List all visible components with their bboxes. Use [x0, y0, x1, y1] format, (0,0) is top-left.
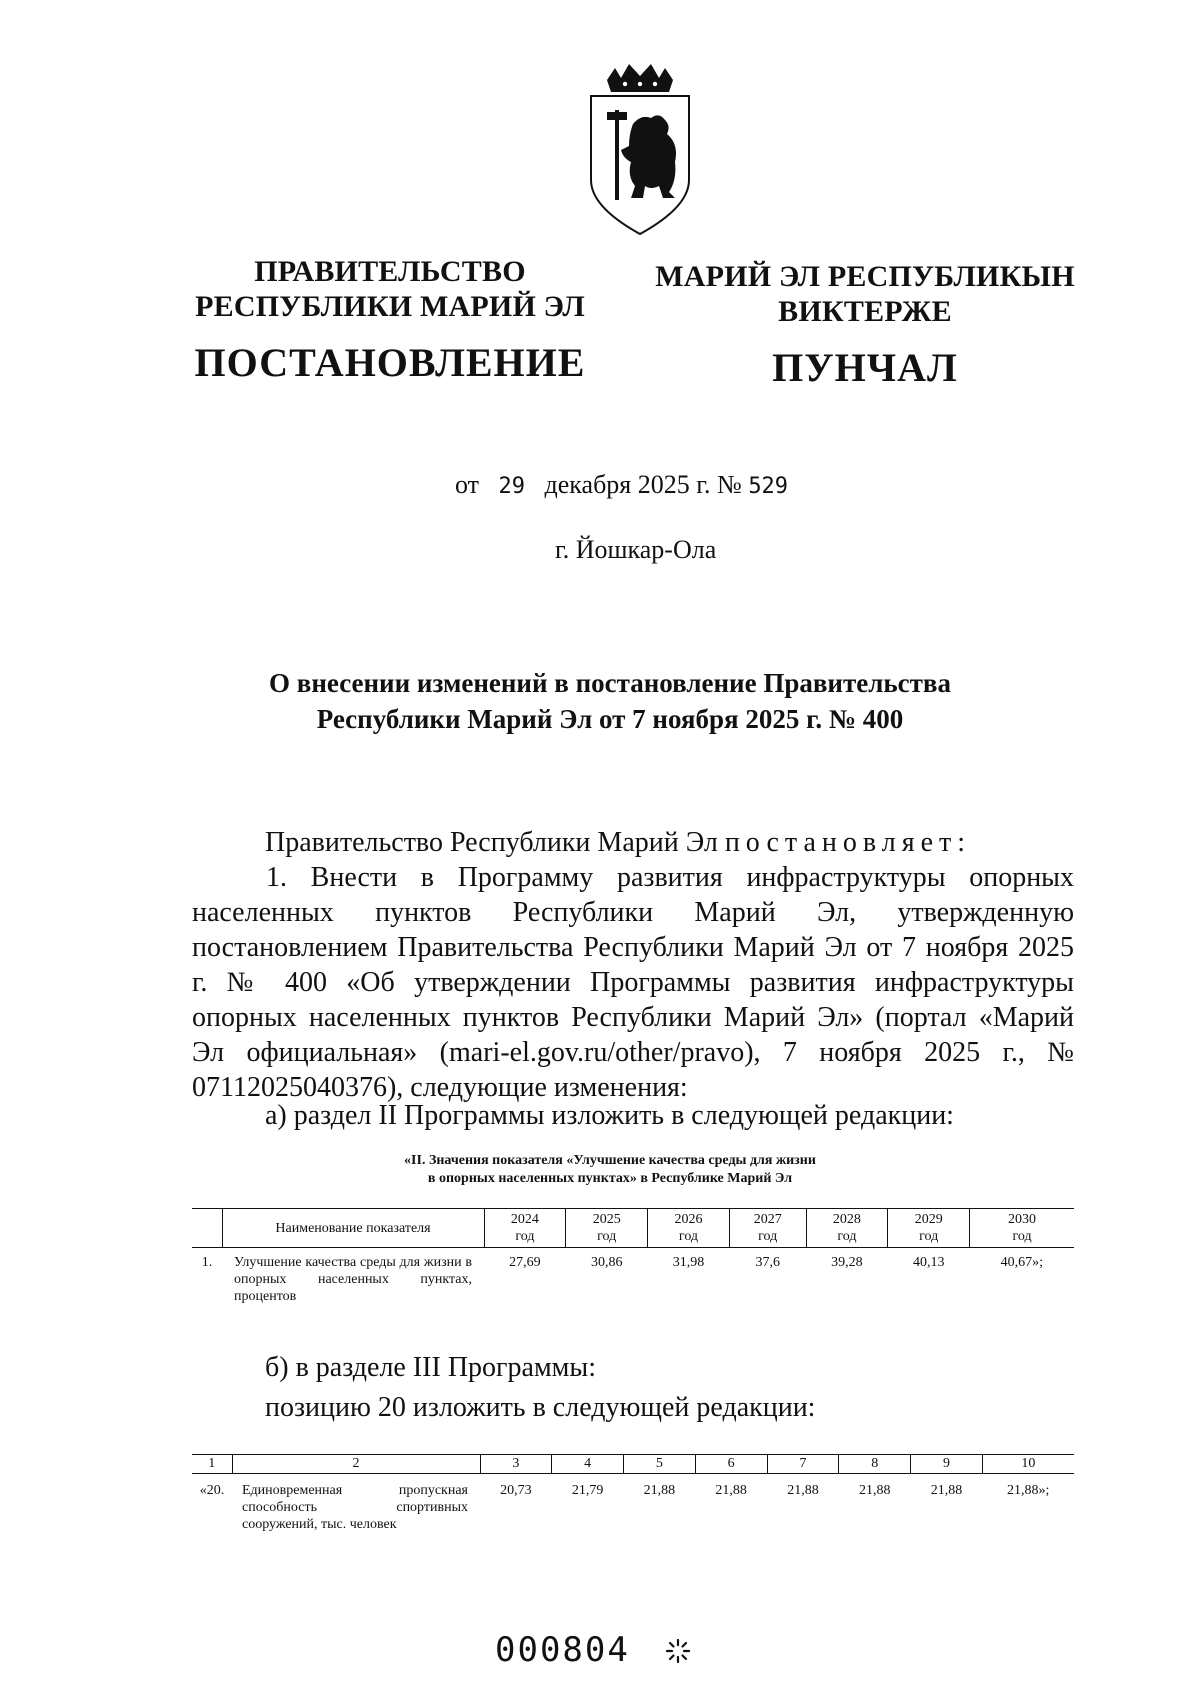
coat-of-arms-bear-icon [585, 62, 695, 237]
row-value: 21,88 [930, 1483, 963, 1498]
doc-type-mari: ПУНЧАЛ [772, 345, 958, 390]
title-line: Республики Марий Эл от 7 ноября 2025 г. № 400 [316, 704, 904, 735]
row-value: 21,79 [571, 1483, 604, 1498]
row-value: 37,6 [755, 1255, 780, 1270]
row-value: 21,88 [715, 1483, 747, 1498]
row-value: 21,88»; [1006, 1483, 1050, 1498]
document-number: 529 [748, 474, 789, 499]
preamble-action: постановляет: [724, 827, 972, 858]
point-1: 1. Внести в Программу развития инфраструктуры опорных населенных пунктов Республики Марий Эл, утвержденную постановлением Правительства Республики Марий Эл от 7 ноября 2025 г. № 400 «Об утверждении Программы развития инфраструктуры опорных населенных пунктов Республики Марий Эл» (портал «Марий Эл официальная» (mari-el.gov.ru/other/pravo), 7 ноября 2025 г., № 07112025040376), следующие изменения: [192, 862, 1074, 1103]
header-num [192, 1209, 222, 1248]
row-value: 30,86 [590, 1255, 623, 1270]
document-title [180, 665, 1040, 738]
row-value: 31,98 [672, 1255, 705, 1270]
date-month-year: декабря 2025 г. № [544, 470, 742, 499]
preamble [265, 825, 971, 860]
row-value: 21,88 [643, 1483, 676, 1498]
org-line: ПРАВИТЕЛЬСТВО [254, 255, 526, 288]
serial-number: 000804 [495, 1630, 630, 1670]
header-year: 2025 год [566, 1209, 648, 1248]
header-col: 8 [839, 1455, 911, 1474]
row-value: 20,73 [500, 1483, 532, 1498]
row-num: «20. [199, 1483, 225, 1498]
header-col: 3 [480, 1455, 552, 1474]
government-name-mari [640, 260, 1090, 329]
row-num: 1. [201, 1255, 213, 1270]
row-value: 40,67»; [1000, 1255, 1043, 1270]
city: г. Йошкар-Ола [555, 535, 717, 564]
row-value: 39,28 [831, 1255, 863, 1270]
document-date [455, 470, 788, 500]
table-row [192, 1248, 1074, 1312]
header-col: 1 [192, 1455, 232, 1474]
header-col: 2 [232, 1455, 480, 1474]
row-value: 21,88 [858, 1483, 891, 1498]
position-table [192, 1454, 1074, 1541]
row-value: 27,69 [509, 1255, 541, 1270]
header-col: 4 [552, 1455, 624, 1474]
doc-type-russian: ПОСТАНОВЛЕНИЕ [194, 340, 586, 385]
header-year: 2028 год [806, 1209, 888, 1248]
title-line: О внесении изменений в постановление Правительства [269, 668, 951, 698]
point-a: а) раздел II Программы изложить в следующей редакции: [265, 1100, 954, 1131]
table-row [192, 1474, 1074, 1542]
header-col: 7 [767, 1455, 839, 1474]
org-line: МАРИЙ ЭЛ РЕСПУБЛИКЫН [655, 260, 1075, 293]
header-name: Наименование показателя [222, 1209, 484, 1248]
caption-line: «II. Значения показателя «Улучшение качества среды для жизни [404, 1153, 816, 1168]
table-header-row [192, 1455, 1074, 1474]
org-line: РЕСПУБЛИКИ МАРИЙ ЭЛ [195, 289, 585, 323]
government-name-russian [170, 255, 610, 324]
header-year: 2030 год [970, 1209, 1074, 1248]
header-col: 9 [911, 1455, 983, 1474]
table-header-row [192, 1209, 1074, 1248]
date-day: 29 [498, 474, 526, 499]
row-name: Единовременная пропускная способность спортивных сооружений, тыс. человек [242, 1483, 468, 1532]
point-b-sub: позицию 20 изложить в следующей редакции: [265, 1392, 816, 1423]
header-col: 6 [695, 1455, 767, 1474]
indicator-table [192, 1208, 1074, 1311]
caption-line: в опорных населенных пунктах» в Республике Марий Эл [427, 1171, 793, 1186]
row-value: 21,88 [787, 1483, 819, 1498]
header-col: 10 [982, 1455, 1074, 1474]
header-year: 2027 год [729, 1209, 806, 1248]
decorative-star-mark-icon [665, 1638, 691, 1664]
date-prefix: от [455, 470, 480, 499]
table1-caption [300, 1152, 920, 1188]
org-line: ВИКТЕРЖЕ [778, 294, 952, 328]
header-col: 5 [624, 1455, 696, 1474]
row-name: Улучшение качества среды для жизни в опорных населенных пунктах, процентов [234, 1255, 472, 1304]
header-year: 2024 год [484, 1209, 566, 1248]
preamble-lead: Правительство Республики Марий Эл [265, 827, 718, 858]
header-year: 2029 год [888, 1209, 970, 1248]
row-value: 40,13 [912, 1255, 945, 1270]
point-b: б) в разделе III Программы: [265, 1352, 596, 1383]
header-year: 2026 год [648, 1209, 730, 1248]
